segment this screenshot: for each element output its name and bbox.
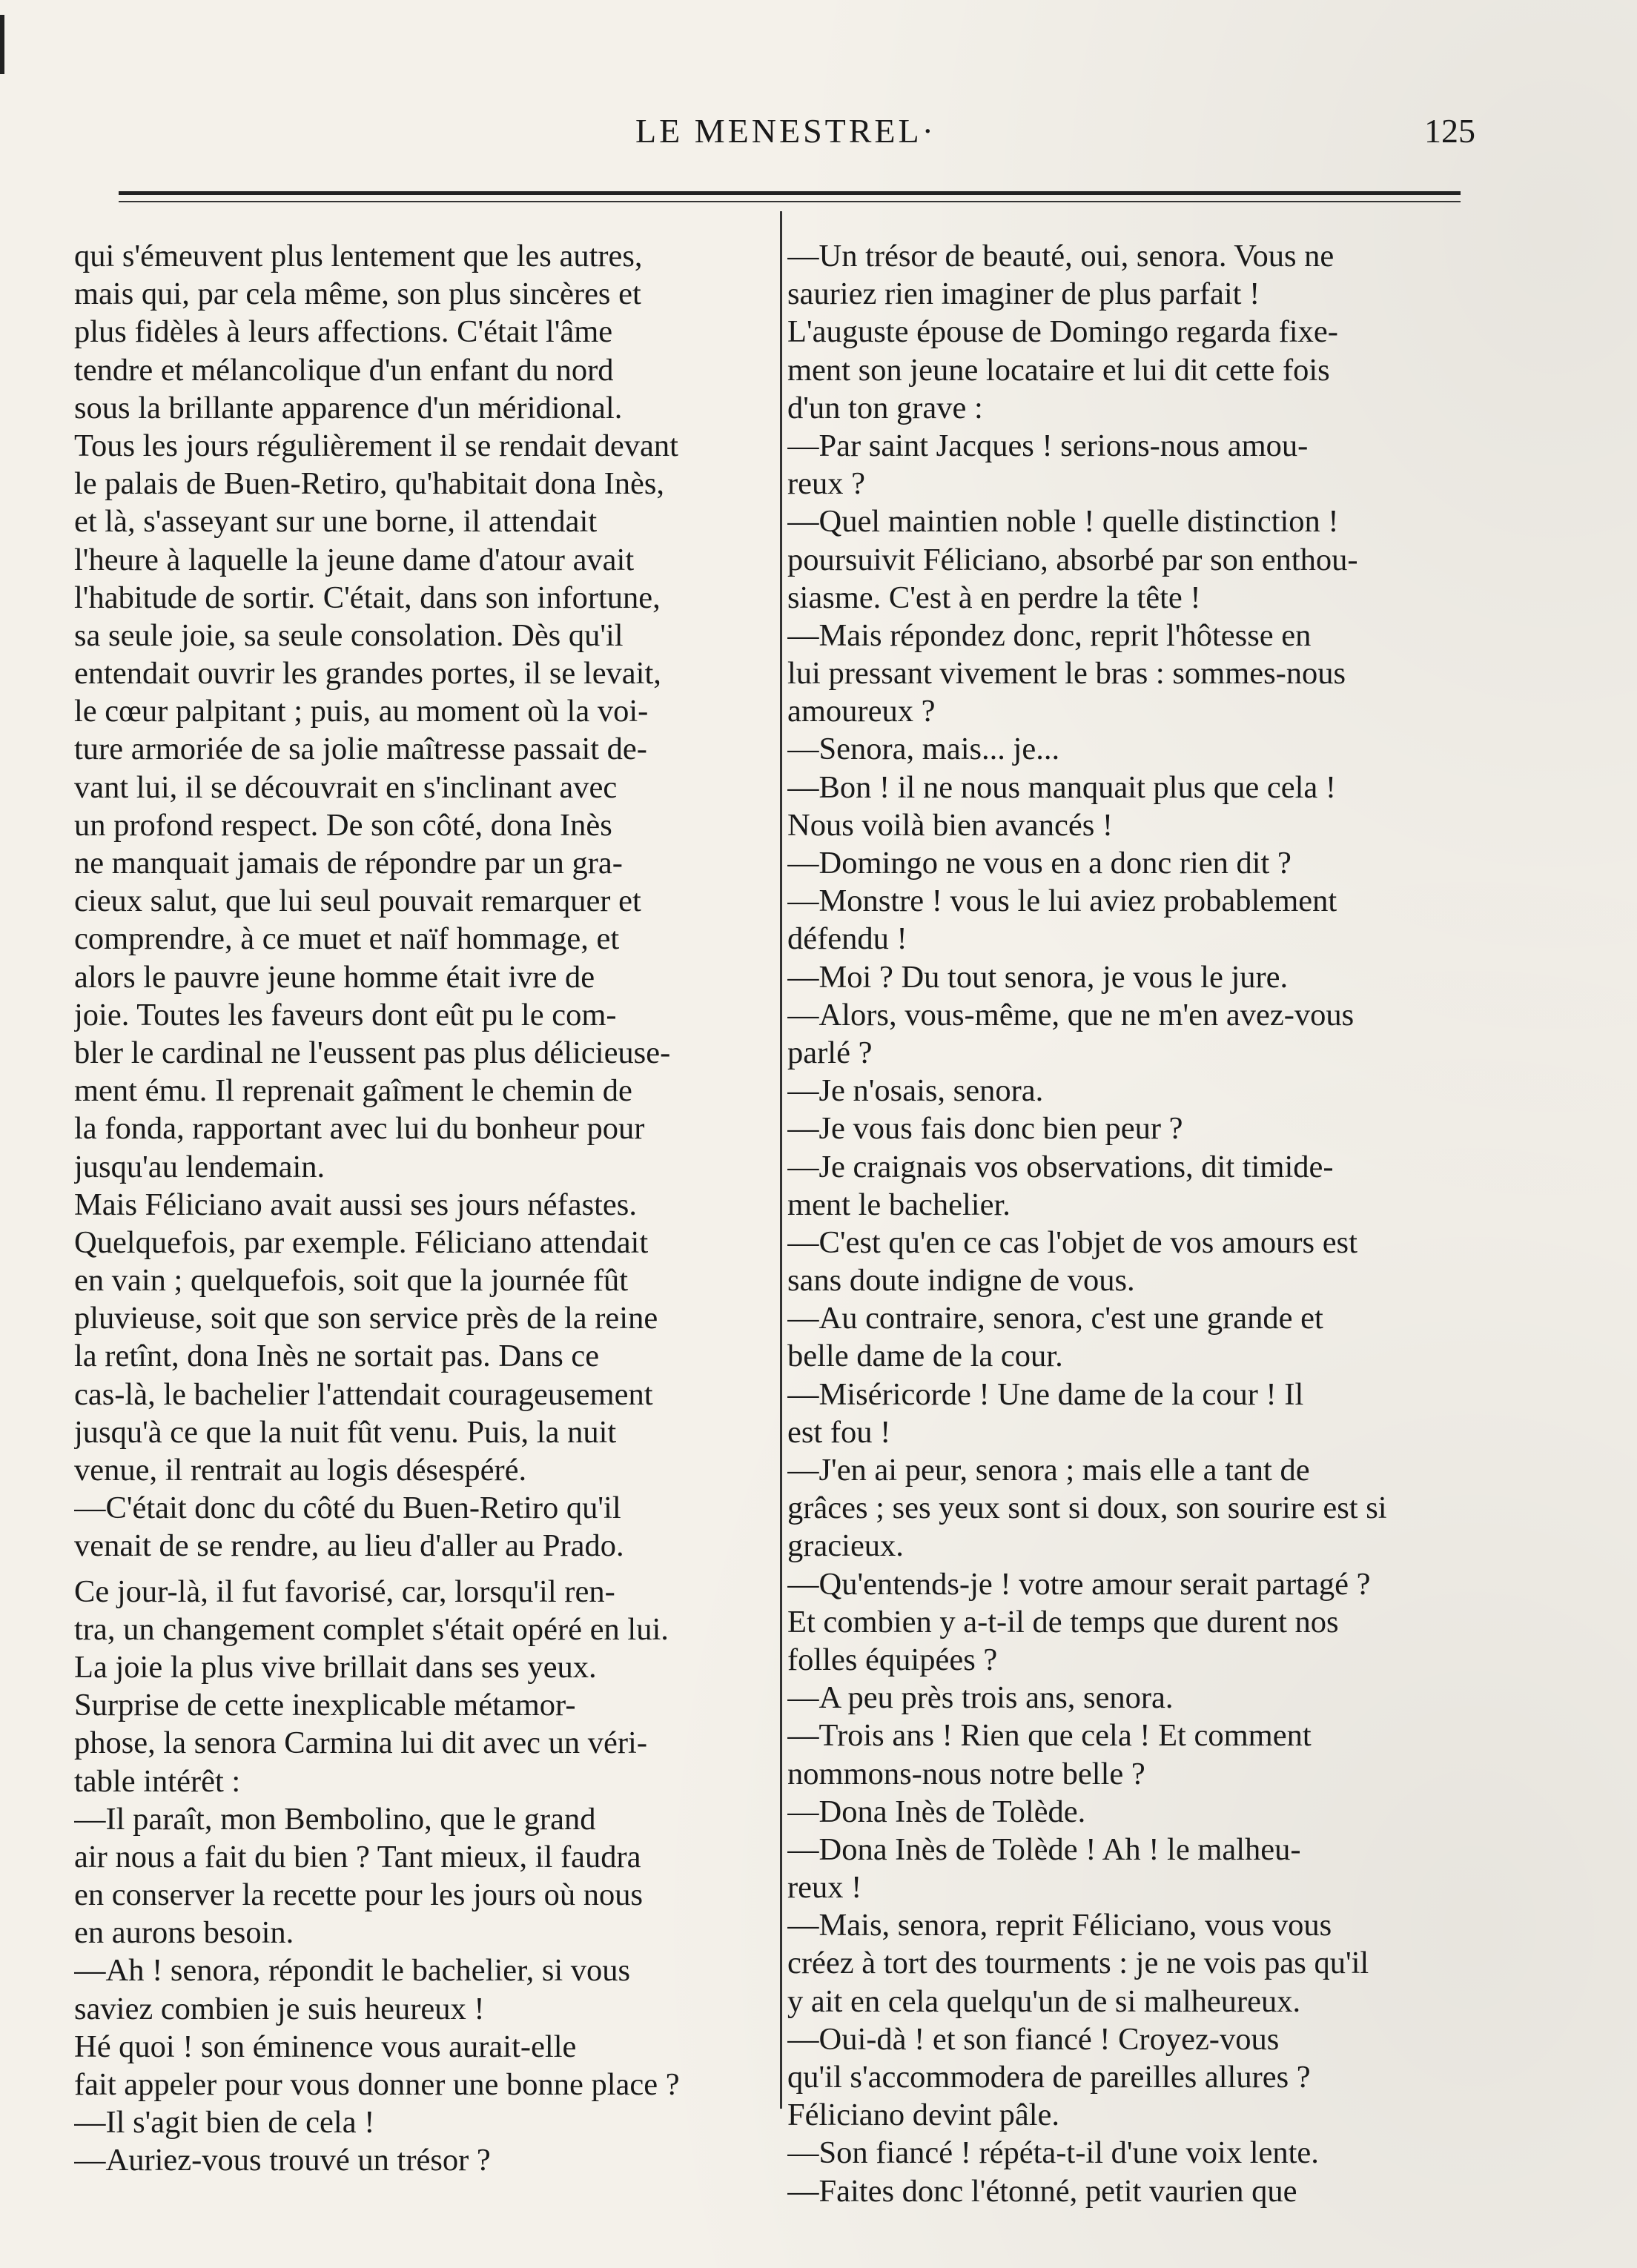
column-divider [780, 211, 782, 2109]
text-line: —Mais, senora, reprit Féliciano, vous vous [787, 1908, 1332, 1943]
text-line: siasme. C'est à en perdre la tête ! [787, 580, 1201, 615]
text-line: —Bon ! il ne nous manquait plus que cela ! [787, 769, 1337, 805]
journal-title: LE MENESTREL· [635, 112, 936, 150]
text-line: —Il s'agit bien de cela ! [74, 2105, 375, 2141]
text-line: poursuivit Féliciano, absorbé par son enthou- [787, 542, 1358, 577]
text-line: Hé quoi ! son éminence vous aurait-elle [74, 2029, 577, 2064]
text-line: grâces ; ses yeux sont si doux, son sourire est si [787, 1491, 1387, 1526]
text-line: plus fidèles à leurs affections. C'était l'âme [74, 314, 613, 350]
text-line: reux ? [787, 466, 866, 502]
text-line: parlé ? [787, 1035, 873, 1070]
text-line: amoureux ? [787, 694, 936, 729]
scan-edge-mark [0, 15, 4, 74]
right-column [787, 237, 1469, 2210]
text-line: —Faites donc l'étonné, petit vaurien que [787, 2173, 1297, 2209]
text-line: —Domingo ne vous en a donc rien dit ? [787, 846, 1292, 881]
text-line: —J'en ai peur, senora ; mais elle a tant de [787, 1453, 1310, 1488]
text-line: entendait ouvrir les grandes portes, il se levait, [74, 656, 661, 692]
text-line: ment ému. Il reprenait gaîment le chemin de [74, 1073, 632, 1109]
text-line: L'auguste épouse de Domingo regarda fixe- [787, 314, 1338, 350]
left-column [74, 237, 764, 2180]
text-line: ture armoriée de sa jolie maîtresse passait de- [74, 732, 647, 767]
text-line: un profond respect. De son côté, dona Inès [74, 807, 612, 843]
text-line: —Un trésor de beauté, oui, senora. Vous ne [787, 239, 1335, 273]
text-line: —Trois ans ! Rien que cela ! Et comment [787, 1718, 1312, 1754]
text-line: sans doute indigne de vous. [787, 1263, 1135, 1299]
text-line: d'un ton grave : [787, 390, 983, 425]
text-line: La joie la plus vive brillait dans ses yeux. [74, 1649, 597, 1685]
text-line: —Miséricorde ! Une dame de la cour ! Il [787, 1376, 1304, 1412]
text-line: vant lui, il se découvrait en s'inclinant avec [74, 769, 618, 805]
text-line: fait appeler pour vous donner une bonne place ? [74, 2067, 680, 2102]
text-line: saviez combien je suis heureux ! [74, 1991, 485, 2026]
header-rule-thin [119, 201, 1461, 202]
text-line: gracieux. [787, 1528, 904, 1564]
text-line: qui s'émeuvent plus lentement que les autres, [74, 239, 643, 273]
text-line: venue, il rentrait au logis désespéré. [74, 1453, 527, 1488]
text-line: —Ah ! senora, répondit le bachelier, si vous [74, 1953, 631, 1989]
text-line: Surprise de cette inexplicable métamor- [74, 1688, 576, 1723]
text-line: —Senora, mais... je... [787, 732, 1060, 767]
text-line: ment son jeune locataire et lui dit cette fois [787, 352, 1330, 388]
text-line: —Dona Inès de Tolède ! Ah ! le malheu- [787, 1831, 1301, 1867]
text-line: mais qui, par cela même, son plus sincères et [74, 276, 641, 312]
text-line: créez à tort des tourments : je ne vois pas qu'il [787, 1946, 1369, 1981]
text-line: en conserver la recette pour les jours où nous [74, 1877, 644, 1913]
text-line: —Auriez-vous trouvé un trésor ? [74, 2143, 491, 2178]
text-line: en vain ; quelquefois, soit que la journée fût [74, 1263, 629, 1299]
text-line: joie. Toutes les faveurs dont eût pu le com- [74, 997, 617, 1032]
header-rule [119, 191, 1461, 195]
text-line: —Je craignais vos observations, dit timide- [787, 1149, 1334, 1184]
text-line: ne manquait jamais de répondre par un gra- [74, 846, 623, 881]
text-line: tendre et mélancolique d'un enfant du nord [74, 352, 614, 388]
text-line: —Il paraît, mon Bembolino, que le grand [74, 1801, 596, 1837]
text-line: —Par saint Jacques ! serions-nous amou- [787, 428, 1309, 463]
text-line: phose, la senora Carmina lui dit avec un véri- [74, 1725, 648, 1761]
text-line: —Au contraire, senora, c'est une grande et [787, 1301, 1323, 1336]
text-line: nommons-nous notre belle ? [787, 1756, 1145, 1791]
text-line: sa seule joie, sa seule consolation. Dès qu'il [74, 617, 624, 653]
text-line: défendu ! [787, 921, 907, 957]
page-header [82, 111, 1490, 156]
text-line: reux ! [787, 1870, 862, 1906]
page-number: 125 [1424, 112, 1475, 150]
text-line: —A peu près trois ans, senora. [787, 1680, 1174, 1716]
text-line: —Son fiancé ! répéta-t-il d'une voix lente. [787, 2135, 1319, 2171]
text-line: Féliciano devint pâle. [787, 2098, 1060, 2133]
text-line: —Je vous fais donc bien peur ? [787, 1111, 1183, 1147]
text-line: —Monstre ! vous le lui aviez probablement [787, 883, 1337, 919]
text-line: la fonda, rapportant avec lui du bonheur pour [74, 1111, 645, 1147]
text-line: Ce jour-là, il fut favorisé, car, lorsqu'il ren- [74, 1574, 615, 1609]
text-line: jusqu'au lendemain. [74, 1149, 325, 1184]
text-line: sauriez rien imaginer de plus parfait ! [787, 276, 1260, 312]
text-line: air nous a fait du bien ? Tant mieux, il faudra [74, 1839, 641, 1874]
text-line: Et combien y a-t-il de temps que durent nos [787, 1604, 1339, 1639]
text-line: jusqu'à ce que la nuit fût venu. Puis, la nuit [74, 1414, 617, 1450]
text-line: y ait en cela quelqu'un de si malheureux. [787, 1983, 1301, 2019]
text-line: pluvieuse, soit que son service près de la reine [74, 1301, 658, 1336]
text-line: —Oui-dà ! et son fiancé ! Croyez-vous [787, 2021, 1280, 2057]
text-line: cas-là, le bachelier l'attendait courageusement [74, 1376, 653, 1412]
text-line: lui pressant vivement le bras : sommes-nous [787, 656, 1346, 692]
text-line: Nous voilà bien avancés ! [787, 807, 1114, 843]
text-line: table intérêt : [74, 1763, 241, 1799]
text-line: est fou ! [787, 1414, 891, 1450]
text-line: —C'était donc du côté du Buen-Retiro qu'il [74, 1491, 621, 1526]
text-line: cieux salut, que lui seul pouvait remarquer et [74, 883, 641, 919]
text-line: l'habitude de sortir. C'était, dans son infortune, [74, 580, 661, 615]
text-line: —Je n'osais, senora. [787, 1073, 1044, 1109]
text-line: —C'est qu'en ce cas l'objet de vos amours est [787, 1224, 1357, 1260]
text-line: Quelquefois, par exemple. Féliciano attendait [74, 1224, 649, 1260]
text-line: le cœur palpitant ; puis, au moment où la voi- [74, 694, 649, 729]
text-line: —Dona Inès de Tolède. [787, 1794, 1086, 1829]
text-line: —Alors, vous-même, que ne m'en avez-vous [787, 997, 1355, 1032]
text-line: —Quel maintien noble ! quelle distinction ! [787, 504, 1339, 540]
text-line: venait de se rendre, au lieu d'aller au Prado. [74, 1528, 624, 1564]
text-line: —Qu'entends-je ! votre amour serait partagé ? [787, 1566, 1371, 1602]
text-line: en aurons besoin. [74, 1915, 294, 1951]
text-line: et là, s'asseyant sur une borne, il attendait [74, 504, 598, 540]
text-line: la retînt, dona Inès ne sortait pas. Dans ce [74, 1339, 600, 1374]
text-line: sous la brillante apparence d'un méridional. [74, 390, 623, 425]
text-line: —Mais répondez donc, reprit l'hôtesse en [787, 617, 1312, 653]
text-line: folles équipées ? [787, 1642, 998, 1677]
text-line: qu'il s'accommodera de pareilles allures ? [787, 2060, 1311, 2095]
text-line: ment le bachelier. [787, 1187, 1011, 1222]
text-line: bler le cardinal ne l'eussent pas plus délicieuse- [74, 1035, 671, 1070]
text-line: alors le pauvre jeune homme était ivre de [74, 959, 595, 995]
text-line: belle dame de la cour. [787, 1339, 1063, 1374]
text-line: le palais de Buen-Retiro, qu'habitait dona Inès, [74, 466, 665, 502]
text-line: comprendre, à ce muet et naïf hommage, et [74, 921, 620, 957]
text-line: tra, un changement complet s'était opéré en lui. [74, 1611, 669, 1647]
text-line: —Moi ? Du tout senora, je vous le jure. [787, 959, 1289, 995]
text-line: l'heure à laquelle la jeune dame d'atour avait [74, 542, 635, 577]
text-line: Tous les jours régulièrement il se rendait devant [74, 428, 678, 463]
text-line: Mais Féliciano avait aussi ses jours néfastes. [74, 1187, 637, 1222]
